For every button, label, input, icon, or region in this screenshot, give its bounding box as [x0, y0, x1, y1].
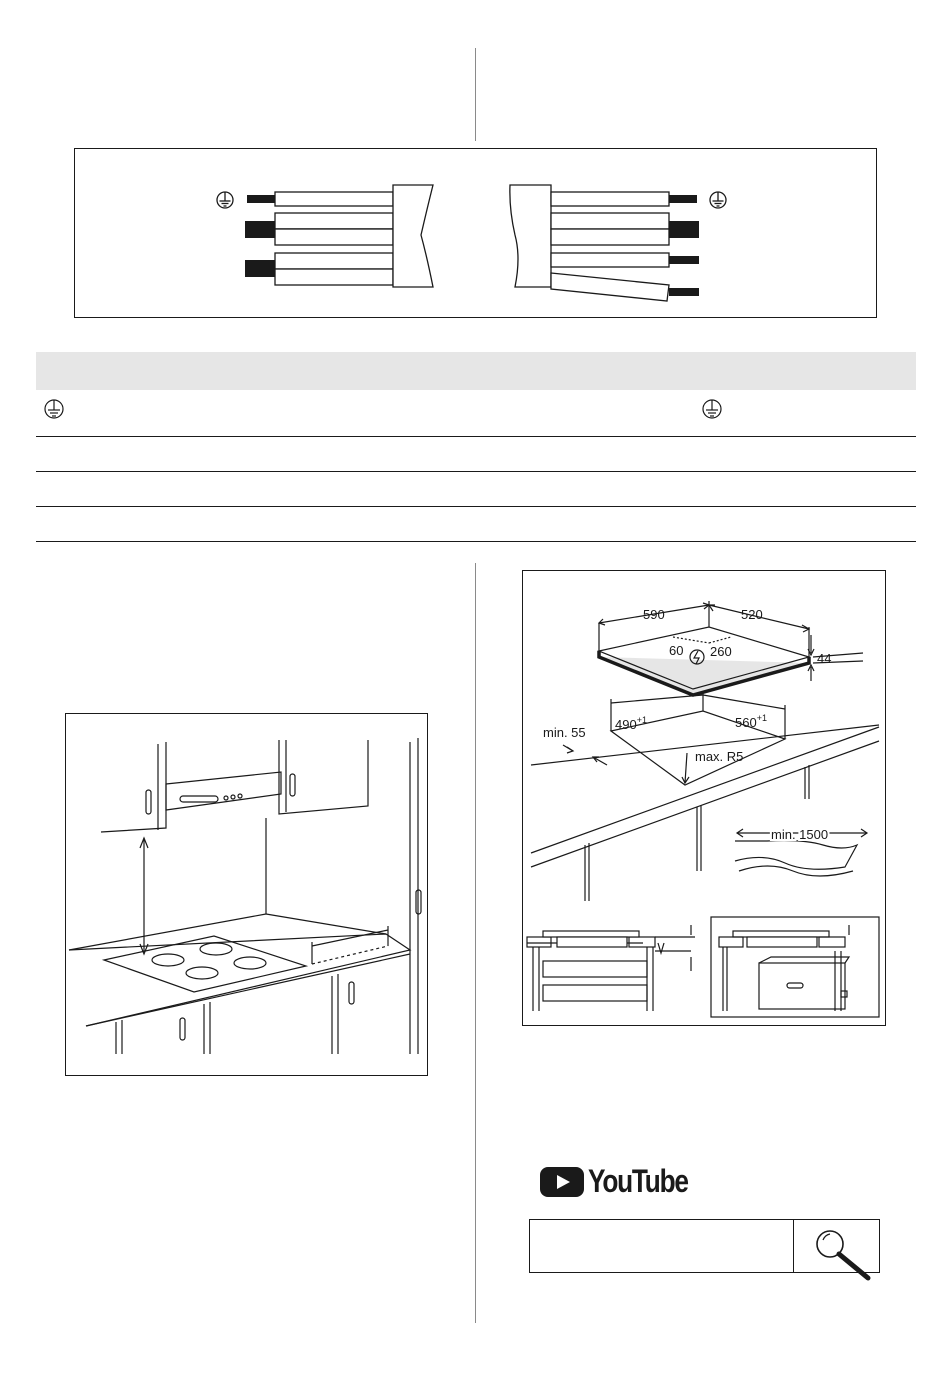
kitchen-installation-drawing — [65, 713, 428, 1076]
youtube-search-box — [529, 1219, 880, 1273]
table-rule — [36, 471, 916, 472]
dim-depth-label: 520 — [741, 607, 763, 622]
earth-ground-icon — [710, 192, 726, 208]
table-row-earth — [36, 394, 916, 434]
youtube-play-icon — [539, 1166, 585, 1198]
cutout-width-label: $490^{+1}$ — [615, 715, 647, 732]
search-button[interactable] — [793, 1220, 879, 1272]
dim-height-label: 44 — [817, 651, 832, 666]
min-edge-label: min. 55 — [543, 725, 586, 740]
cable-connection-diagram — [74, 148, 877, 318]
cutout-depth-label: $560^{+1}$ — [735, 713, 767, 730]
table-rule — [36, 541, 916, 542]
max-radius-label: max. R5 — [695, 749, 744, 764]
magnifier-icon — [794, 1220, 880, 1280]
table-header-band — [36, 352, 916, 390]
column-divider-top — [475, 48, 476, 141]
youtube-logo-text: YouTube — [588, 1163, 688, 1199]
column-divider-bottom — [475, 563, 476, 1323]
dimensions-scene — [523, 571, 885, 1025]
cable-connection-drawing — [75, 149, 876, 317]
kitchen-scene — [66, 714, 427, 1075]
earth-ground-icon — [217, 192, 233, 208]
cutout-dimensions-drawing — [522, 570, 886, 1026]
cable-min-label: min. 1500 — [771, 827, 829, 842]
table-rule — [36, 506, 916, 507]
youtube-search-input[interactable] — [530, 1220, 793, 1272]
earth-ground-icon — [45, 400, 63, 418]
dim-width-label: 590 — [643, 607, 665, 622]
earth-ground-icon — [703, 400, 721, 418]
table-rule — [36, 436, 916, 437]
dim-offset-60-label: 60 — [669, 643, 684, 658]
dim-offset-260-label: 260 — [710, 644, 732, 659]
power-connection-icon — [690, 650, 704, 664]
